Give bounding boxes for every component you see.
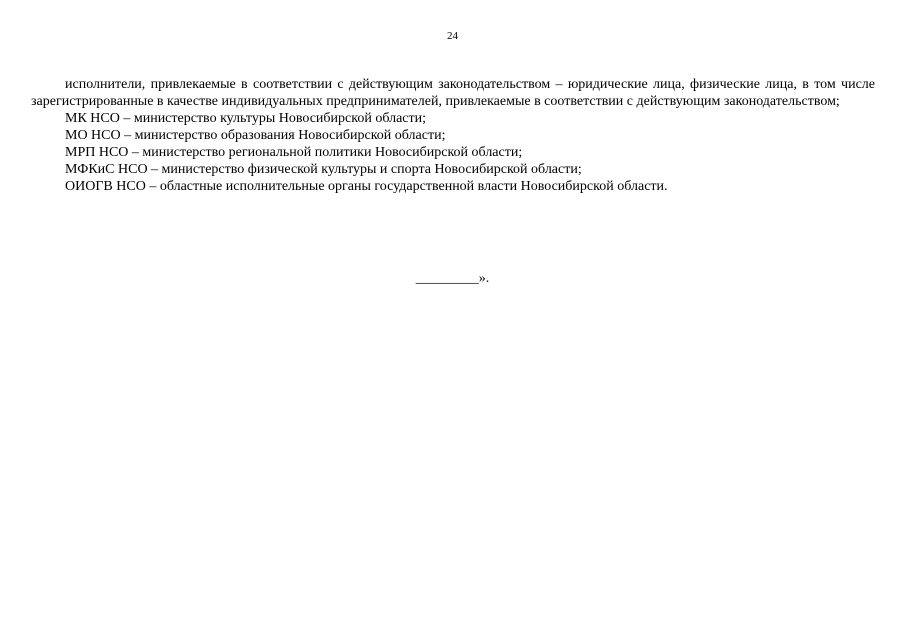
paragraph-executors: исполнители, привлекаемые в соответствии с действующим законодательством – юридические лица, физические лица, в том числе зарегистрированные в качестве индивидуальных предпринимателей, привлекаемые в соответствии с действующим законодательством; [31,77,875,109]
closing-mark: _________». [415,271,490,286]
paragraph-mfkis-nso: МФКиС НСО – министерство физической культуры и спорта Новосибирской области; [65,162,582,177]
document-body [31,76,875,195]
paragraph-mk-nso: МК НСО – министерство культуры Новосибирской области; [65,111,427,126]
paragraph-mo-nso: МО НСО – министерство образования Новосибирской области; [65,128,446,143]
paragraph-mrp-nso: МРП НСО – министерство региональной политики Новосибирской области; [65,145,523,160]
page-number: 24 [447,30,458,42]
paragraph-oiogv-nso: ОИОГВ НСО – областные исполнительные органы государственной власти Новосибирской области. [65,179,668,194]
